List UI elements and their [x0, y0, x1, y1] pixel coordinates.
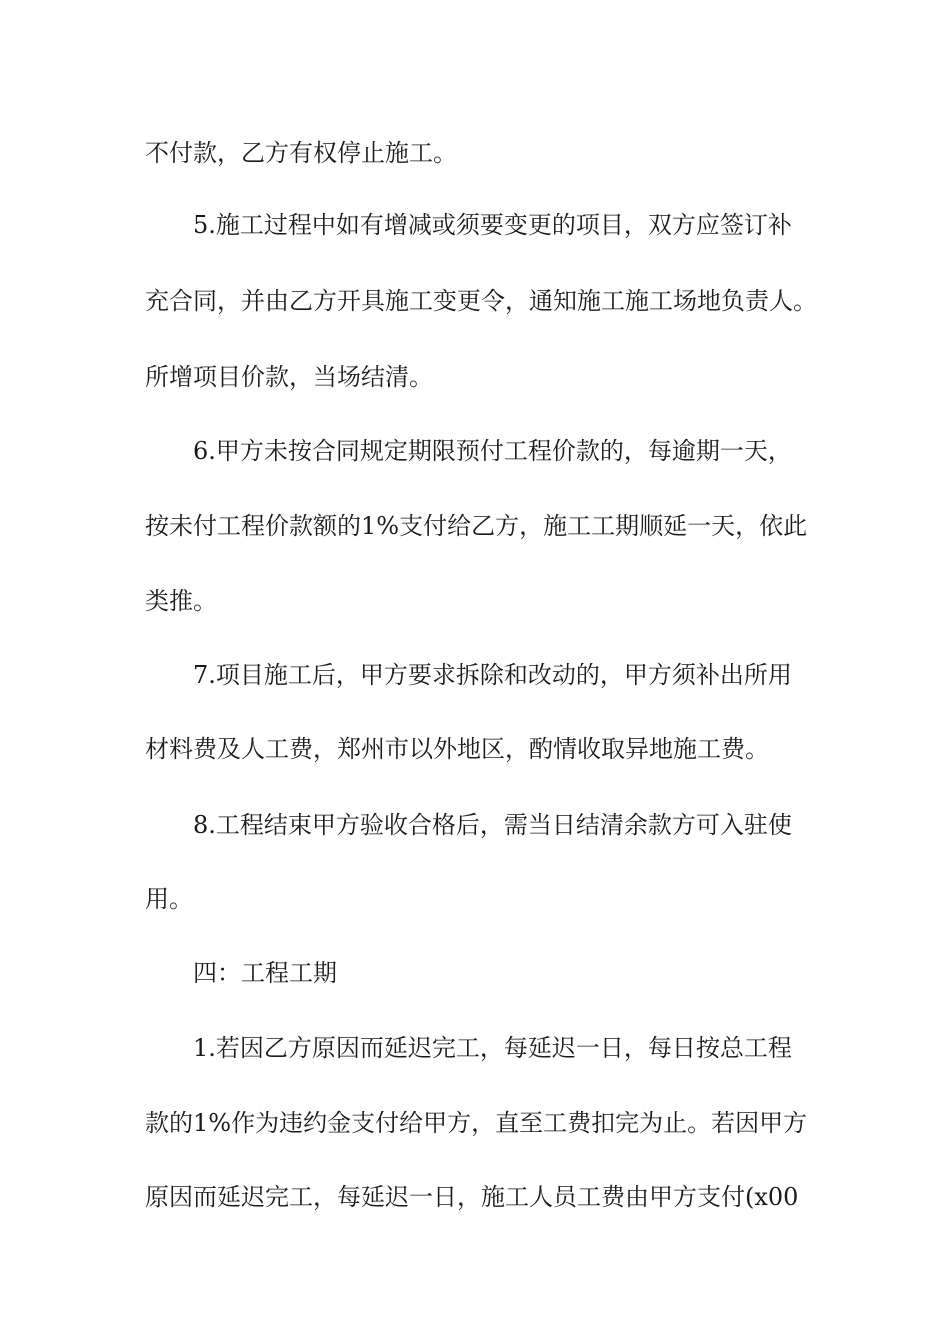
- section-heading: 四：工程工期: [193, 959, 337, 987]
- text-line-15: 原因而延迟完工，每延迟一日，施工人员工费由甲方支付(x00: [145, 1183, 799, 1211]
- text-line-2: 5.施工过程中如有增减或须要变更的项目，双方应签订补: [193, 211, 792, 239]
- text-line-10: 8.工程结束甲方验收合格后，需当日结清余款方可入驻使: [193, 811, 792, 839]
- text-line-5: 6.甲方未按合同规定期限预付工程价款的，每逾期一天，: [193, 437, 792, 465]
- text-line-4: 所增项目价款，当场结清。: [145, 363, 433, 391]
- text-line-9: 材料费及人工费，郑州市以外地区，酌情收取异地施工费。: [145, 735, 769, 763]
- text-line-1: 不付款，乙方有权停止施工。: [145, 139, 457, 167]
- text-line-7: 类推。: [145, 587, 217, 615]
- text-line-6: 按未付工程价款额的1%支付给乙方，施工工期顺延一天，依此: [145, 512, 808, 540]
- text-line-14: 款的1%作为违约金支付给甲方，直至工费扣完为止。若因甲方: [145, 1109, 808, 1137]
- text-line-11: 用。: [145, 885, 193, 913]
- text-line-3: 充合同，并由乙方开具施工变更令，通知施工施工场地负责人。: [145, 287, 817, 315]
- text-line-13: 1.若因乙方原因而延迟完工，每延迟一日，每日按总工程: [193, 1034, 792, 1062]
- text-line-8: 7.项目施工后，甲方要求拆除和改动的，甲方须补出所用: [193, 661, 792, 689]
